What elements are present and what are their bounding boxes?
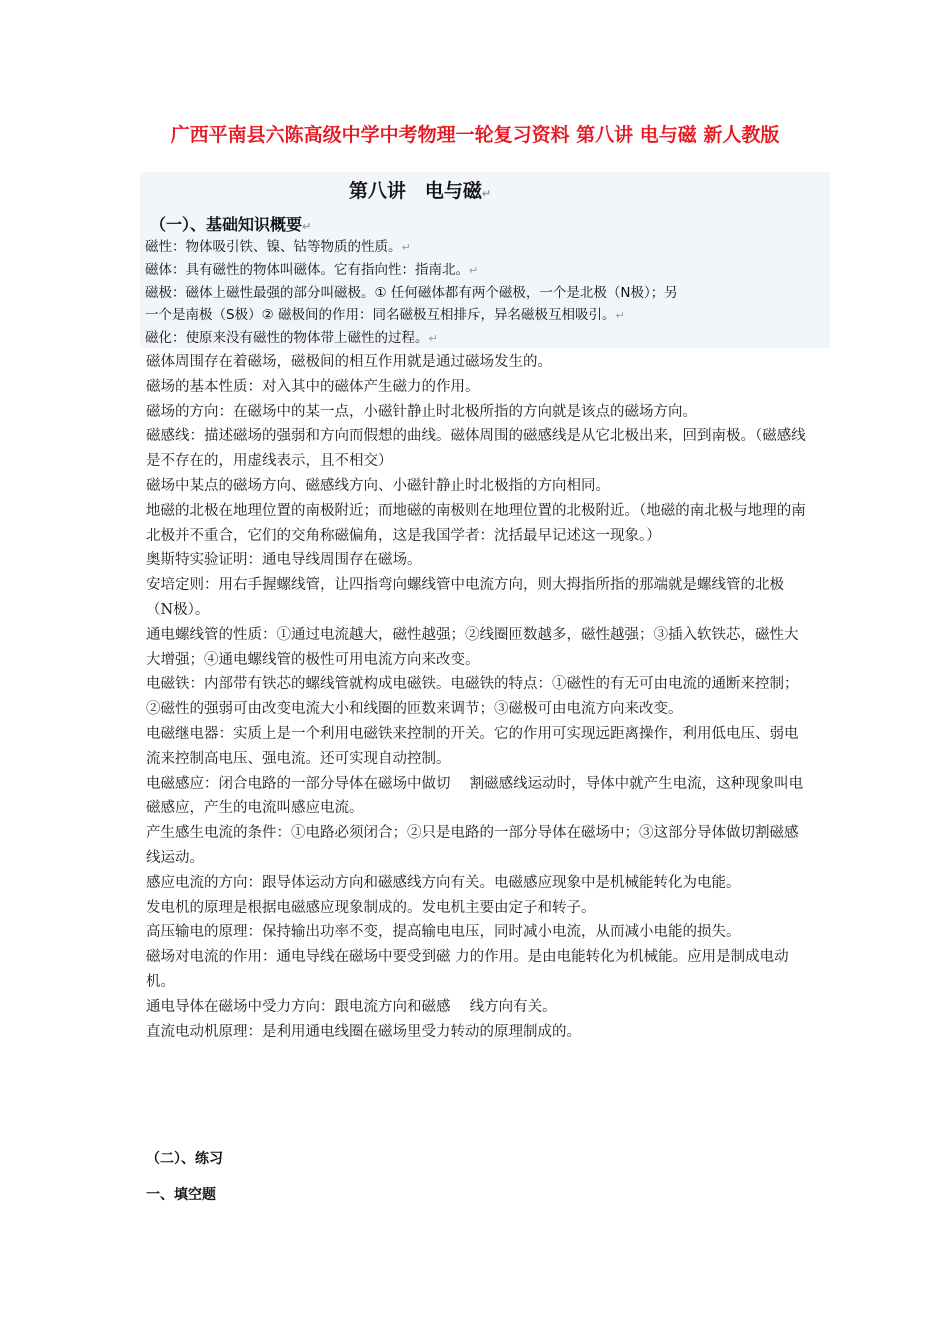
- paragraph: 通电螺线管的性质：①通过电流越大，磁性越强；②线圈匝数越多，磁性越强；③插入软铁芯，磁性大大增强；④通电螺线管的极性可用电流方向来改变。: [146, 626, 799, 668]
- paragraph: 磁场的基本性质：对入其中的磁体产生磁力的作用。: [146, 378, 480, 395]
- paragraph: 电磁继电器：实质上是一个利用电磁铁来控制的开关。它的作用可实现远距离操作，利用低电压、弱电流来控制高电压、强电流。还可实现自动控制。: [146, 725, 799, 767]
- paragraph: 安培定则：用右手握螺线管，让四指弯向螺线管中电流方向，则大拇指所指的那端就是螺线管的北极（N极）。: [146, 577, 784, 618]
- lecture-heading: 第八讲 电与磁↵: [348, 180, 492, 202]
- paragraph: 产生感生电流的条件：①电路必须闭合；②只是电路的一部分导体在磁场中；③这部分导体做切割磁感线运动。: [146, 825, 799, 866]
- paragraph: 高压输电的原理：保持输出功率不变，提高输电电压，同时减小电流，从而减小电能的损失。: [146, 924, 741, 941]
- return-mark-icon: ↵: [469, 264, 479, 277]
- practice-section-heading: （二）、练习: [146, 1151, 223, 1167]
- paragraph: 电磁感应：闭合电路的一部分导体在磁场中做切 割磁感线运动时，导体中就产生电流，这种现象叫电磁感应，产生的电流叫感应电流。: [146, 775, 804, 817]
- fill-in-blank-heading: 一、填空题: [146, 1187, 216, 1203]
- return-mark-icon: ↵: [615, 309, 625, 322]
- paragraph: 直流电动机原理：是利用通电线圈在磁场里受力转动的原理制成的。: [146, 1023, 581, 1040]
- document-title: 广西平南县六陈高级中学中考物理一轮复习资料 第八讲 电与磁 新人教版: [170, 124, 780, 146]
- scan-line: 磁化：使原来没有磁性的物体带上磁性的过程。↵: [145, 330, 438, 346]
- paragraph: 奥斯特实验证明：通电导线周围存在磁场。: [146, 552, 422, 569]
- return-mark-icon: ↵: [401, 241, 411, 254]
- paragraph: 电磁铁：内部带有铁芯的螺线管就构成电磁铁。电磁铁的特点：①磁性的有无可由电流的通断来控制；②磁性的强弱可由改变电流大小和线圈的匝数来调节；③磁极可由电流方向来改变。: [146, 676, 799, 718]
- paragraph: 磁场对电流的作用：通电导线在磁场中要受到磁 力的作用。是由电能转化为机械能。应用是制成电动机。: [146, 949, 789, 990]
- scan-line: 一个是南极（S极）② 磁极间的作用：同名磁极互相排斥，异名磁极互相吸引。↵: [145, 307, 625, 323]
- body-text: [146, 350, 810, 1044]
- scan-text-block: [145, 236, 825, 350]
- paragraph: 磁场的方向：在磁场中的某一点，小磁针静止时北极所指的方向就是该点的磁场方向。: [146, 403, 697, 420]
- paragraph: 磁体周围存在着磁场，磁极间的相互作用就是通过磁场发生的。: [146, 354, 552, 370]
- paragraph: 磁场中某点的磁场方向、磁感线方向、小磁针静止时北极指的方向相同。: [146, 477, 610, 494]
- paragraph: 感应电流的方向：跟导体运动方向和磁感线方向有关。电磁感应现象中是机械能转化为电能。: [146, 874, 741, 891]
- paragraph: 通电导体在磁场中受力方向：跟电流方向和磁感 线方向有关。: [146, 998, 557, 1015]
- paragraph: 地磁的北极在地理位置的南极附近；而地磁的南极则在地理位置的北极附近。（地磁的南北极与地理的南北极并不重合，它们的交角称磁偏角，这是我国学者：沈括最早记述这一现象。）: [146, 502, 806, 544]
- return-mark-icon: ↵: [302, 220, 312, 233]
- return-mark-icon: ↵: [481, 187, 492, 200]
- return-mark-icon: ↵: [428, 332, 438, 345]
- scan-line: 磁体：具有磁性的物体叫磁体。它有指向性：指南北。↵: [145, 262, 479, 278]
- scan-line: 磁极：磁体上磁性最强的部分叫磁极。① 任何磁体都有两个磁极，一个是北极（N极）；另: [145, 285, 678, 301]
- paragraph: 磁感线：描述磁场的强弱和方向而假想的曲线。磁体周围的磁感线是从它北极出来，回到南极。（磁感线是不存在的，用虚线表示，且不相交）: [146, 428, 806, 470]
- scan-line: 磁性：物体吸引铁、镍、钴等物质的性质。↵: [145, 239, 411, 255]
- scanned-summary-image: [140, 172, 830, 348]
- paragraph: 发电机的原理是根据电磁感应现象制成的。发电机主要由定子和转子。: [146, 899, 596, 916]
- basic-knowledge-heading: （一）、基础知识概要↵: [150, 215, 312, 234]
